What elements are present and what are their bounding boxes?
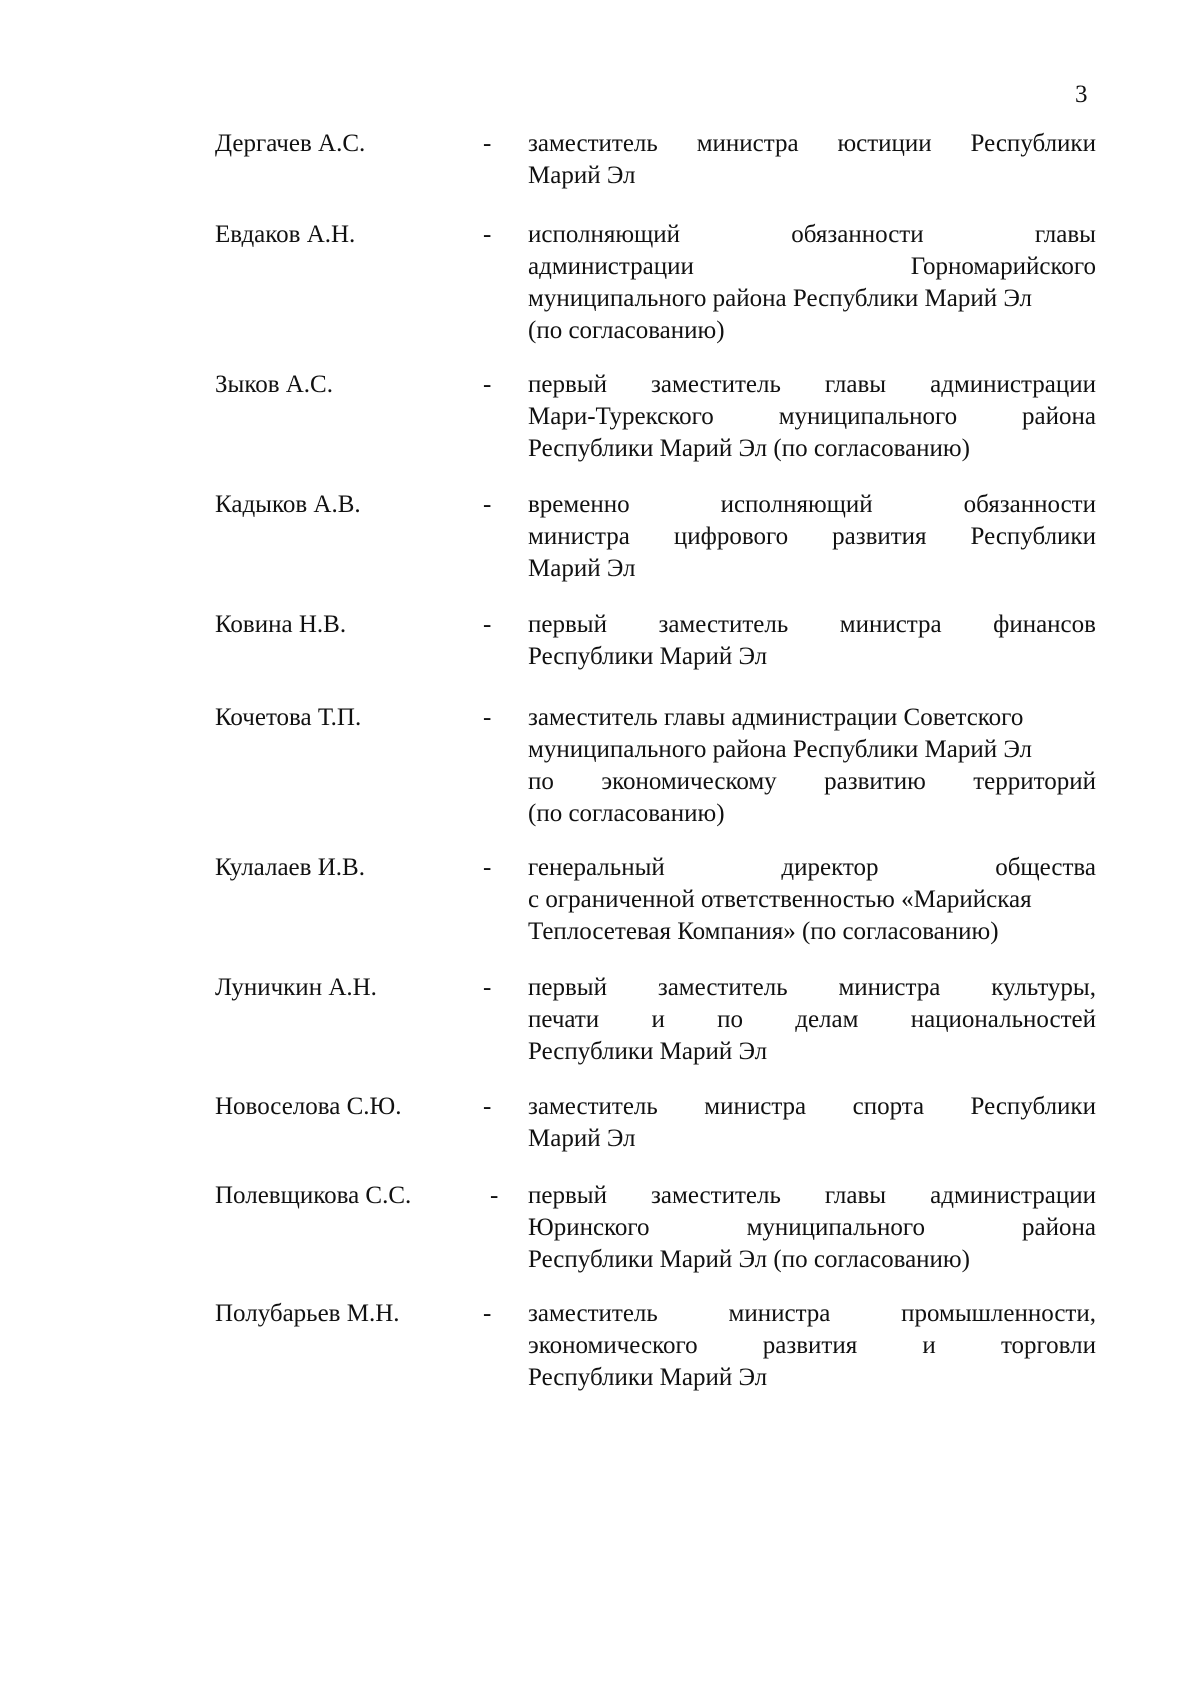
position-line xyxy=(528,128,1096,160)
separator-dash: - xyxy=(483,974,492,1001)
position-word: исполняющий xyxy=(528,221,681,248)
member-position xyxy=(528,852,1096,948)
position-word: временно xyxy=(528,491,630,518)
member-name: Евдаков А.Н. xyxy=(215,221,356,248)
position-word: муниципального района Республики Марий Эл xyxy=(528,285,1033,312)
position-word: развитию xyxy=(824,768,926,795)
position-word: Марий Эл xyxy=(528,555,636,582)
position-line xyxy=(528,1362,1096,1394)
position-word: по xyxy=(528,768,554,795)
position-word: главы xyxy=(824,371,887,398)
position-line xyxy=(528,798,1096,830)
member-name: Новоселова С.Ю. xyxy=(215,1093,402,1120)
position-word: министра xyxy=(838,974,941,1001)
position-word: исполняющий xyxy=(720,491,873,518)
position-word: делам xyxy=(795,1006,859,1033)
position-word: экономическому xyxy=(601,768,777,795)
position-line xyxy=(528,369,1096,401)
position-word: цифрового xyxy=(673,523,789,550)
position-line xyxy=(528,916,1096,948)
position-word: министра xyxy=(839,611,942,638)
position-word: района xyxy=(1022,403,1096,430)
position-line xyxy=(528,489,1096,521)
separator-dash: - xyxy=(483,1093,492,1120)
position-word: первый xyxy=(528,974,607,1001)
position-word: муниципального района Республики Марий Эл xyxy=(528,736,1033,763)
position-word: Марий Эл xyxy=(528,162,636,189)
position-line xyxy=(528,641,1096,673)
separator-dash: - xyxy=(483,1300,492,1327)
position-word: администрации xyxy=(930,371,1096,398)
position-word: экономического xyxy=(528,1332,698,1359)
position-word: Теплосетевая Компания» (по согласованию) xyxy=(528,918,999,945)
position-word: развития xyxy=(832,523,927,550)
separator-dash: - xyxy=(483,611,492,638)
member-name: Ковина Н.В. xyxy=(215,611,347,638)
position-line xyxy=(528,283,1096,315)
member-position xyxy=(528,489,1096,585)
position-word: заместитель главы администрации Советского xyxy=(528,704,1024,731)
position-line xyxy=(528,553,1096,585)
position-word: Республики Марий Эл (по согласованию) xyxy=(528,1246,970,1273)
position-word: с ограниченной ответственностью «Марийская xyxy=(528,886,1032,913)
position-line xyxy=(528,1091,1096,1123)
position-word: Горномарийского xyxy=(910,253,1096,280)
position-line xyxy=(528,609,1096,641)
member-name: Луничкин А.Н. xyxy=(215,974,377,1001)
member-position xyxy=(528,1091,1096,1155)
separator-dash: - xyxy=(483,130,492,157)
position-word: заместитель xyxy=(651,371,781,398)
separator-dash: - xyxy=(483,854,492,881)
separator-dash: - xyxy=(483,221,492,248)
position-word: по xyxy=(717,1006,743,1033)
position-word: спорта xyxy=(852,1093,925,1120)
position-line xyxy=(528,251,1096,283)
position-word: министра xyxy=(696,130,799,157)
position-word: Республики xyxy=(970,130,1096,157)
position-word: администрации xyxy=(528,253,694,280)
member-name: Дергачев А.С. xyxy=(215,130,366,157)
position-word: заместитель xyxy=(528,1300,658,1327)
member-name: Кулалаев И.В. xyxy=(215,854,365,881)
position-word: развития xyxy=(762,1332,858,1359)
position-line xyxy=(528,160,1096,192)
position-line xyxy=(528,401,1096,433)
member-name: Кадыков А.В. xyxy=(215,491,361,518)
position-word: национальностей xyxy=(910,1006,1096,1033)
position-word: главы xyxy=(824,1182,887,1209)
position-line xyxy=(528,1123,1096,1155)
position-word: Юринского xyxy=(528,1214,650,1241)
position-word: муниципального xyxy=(778,403,958,430)
separator-dash: - xyxy=(483,371,492,398)
separator-dash: - xyxy=(483,491,492,518)
position-line xyxy=(528,1298,1096,1330)
position-word: Мари-Турекского xyxy=(528,403,714,430)
position-word: Республики xyxy=(970,1093,1096,1120)
position-line xyxy=(528,1244,1096,1276)
position-line xyxy=(528,1212,1096,1244)
member-position xyxy=(528,219,1096,347)
position-line xyxy=(528,521,1096,553)
position-word: генеральный xyxy=(528,854,665,881)
position-word: печати xyxy=(528,1006,600,1033)
position-word: заместитель xyxy=(651,1182,781,1209)
position-word: Республики xyxy=(970,523,1096,550)
position-line xyxy=(528,219,1096,251)
position-line xyxy=(528,1004,1096,1036)
position-word: территорий xyxy=(973,768,1096,795)
position-word: первый xyxy=(528,611,607,638)
position-word: промышленности, xyxy=(901,1300,1096,1327)
separator-dash: - xyxy=(483,704,492,731)
position-line xyxy=(528,972,1096,1004)
position-word: финансов xyxy=(993,611,1096,638)
position-word: юстиции xyxy=(837,130,932,157)
member-position xyxy=(528,702,1096,830)
position-word: первый xyxy=(528,1182,607,1209)
position-line xyxy=(528,1330,1096,1362)
position-word: Республики Марий Эл (по согласованию) xyxy=(528,435,970,462)
position-word: (по согласованию) xyxy=(528,800,725,827)
position-line xyxy=(528,734,1096,766)
position-word: директор xyxy=(781,854,879,881)
position-line xyxy=(528,433,1096,465)
position-word: заместитель xyxy=(528,130,658,157)
position-word: обязанности xyxy=(963,491,1096,518)
position-word: заместитель xyxy=(657,974,788,1001)
position-word: заместитель xyxy=(658,611,789,638)
position-line xyxy=(528,766,1096,798)
member-name: Полубарьев М.Н. xyxy=(215,1300,400,1327)
position-word: культуры, xyxy=(991,974,1096,1001)
position-line xyxy=(528,1036,1096,1068)
position-word: Республики Марий Эл xyxy=(528,1364,768,1391)
position-line xyxy=(528,884,1096,916)
position-word: министра xyxy=(704,1093,807,1120)
member-name: Полевщикова С.С. xyxy=(215,1182,412,1209)
position-word: заместитель xyxy=(528,1093,658,1120)
position-word: Республики Марий Эл xyxy=(528,1038,768,1065)
member-position xyxy=(528,972,1096,1068)
member-name: Зыков А.С. xyxy=(215,371,333,398)
position-line xyxy=(528,1180,1096,1212)
position-word: министра xyxy=(728,1300,831,1327)
position-word: района xyxy=(1022,1214,1096,1241)
page-number: 3 xyxy=(1075,81,1088,108)
member-position xyxy=(528,128,1096,192)
position-word: общества xyxy=(995,854,1096,881)
position-line xyxy=(528,702,1096,734)
position-word: главы xyxy=(1034,221,1096,248)
member-name: Кочетова Т.П. xyxy=(215,704,362,731)
member-position xyxy=(528,609,1096,673)
position-word: министра xyxy=(528,523,630,550)
position-word: первый xyxy=(528,371,607,398)
position-line xyxy=(528,315,1096,347)
position-word: Республики Марий Эл xyxy=(528,643,768,670)
position-word: и xyxy=(651,1006,665,1033)
member-position xyxy=(528,1298,1096,1394)
position-word: обязанности xyxy=(791,221,924,248)
position-word: муниципального xyxy=(746,1214,926,1241)
position-word: Марий Эл xyxy=(528,1125,636,1152)
member-position xyxy=(528,1180,1096,1276)
position-word: и xyxy=(922,1332,936,1359)
position-word: торговли xyxy=(1000,1332,1096,1359)
position-word: администрации xyxy=(930,1182,1096,1209)
separator-dash: - xyxy=(490,1182,499,1209)
member-position xyxy=(528,369,1096,465)
position-line xyxy=(528,852,1096,884)
position-word: (по согласованию) xyxy=(528,317,725,344)
